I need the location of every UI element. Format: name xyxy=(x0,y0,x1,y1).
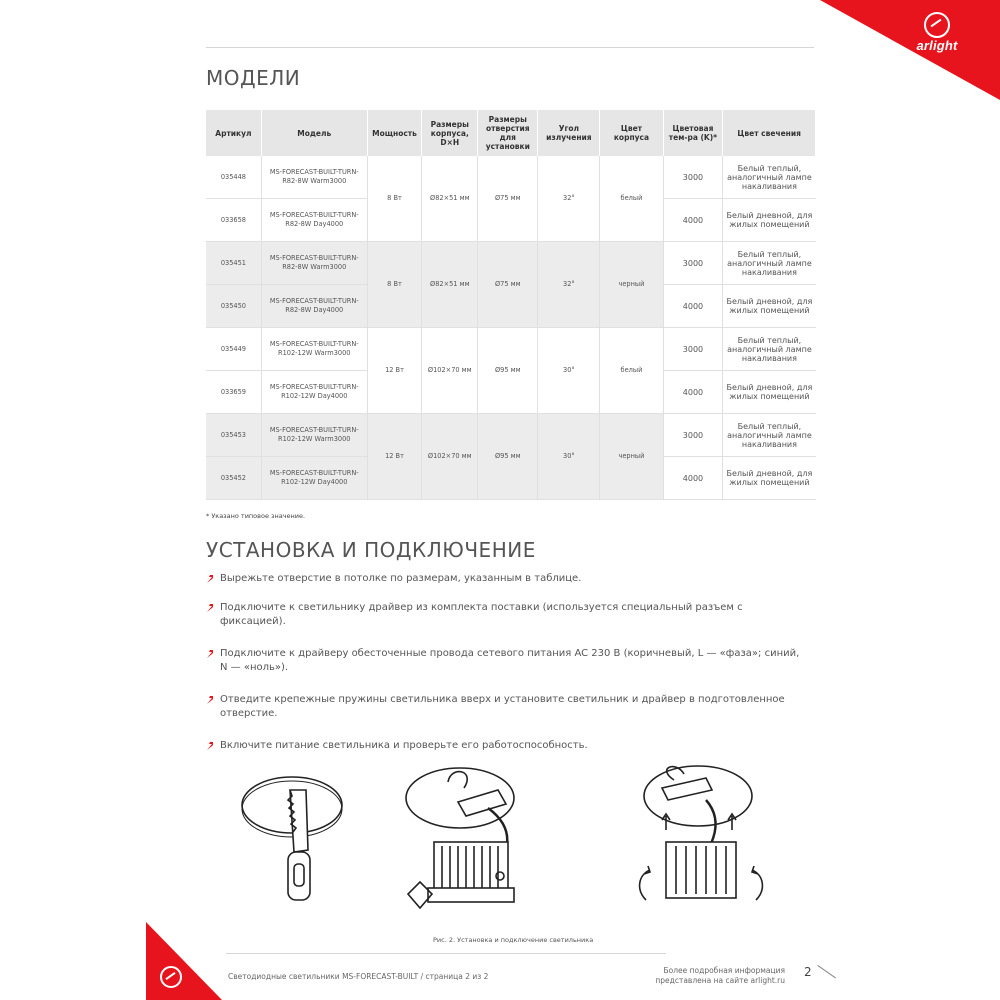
cell-model: MS-FORECAST-BUILT-TURN-R82-8W Day4000 xyxy=(261,285,367,328)
cell-glow: Белый теплый, аналогичный лампе накаливания xyxy=(723,156,816,199)
cell-glow: Белый теплый, аналогичный лампе накаливания xyxy=(723,414,816,457)
cell-sku: 035453 xyxy=(206,414,261,457)
step-text: Отведите крепежные пружины светильника вверх и установите светильник и драйвер в подготовленное отверстие. xyxy=(220,694,785,719)
cell-model: MS-FORECAST-BUILT-TURN-R102-12W Day4000 xyxy=(261,457,367,500)
installation-illustration xyxy=(236,760,796,930)
cell-model: MS-FORECAST-BUILT-TURN-R102-12W Warm3000 xyxy=(261,414,367,457)
col-header-hole: Размеры отверстия для установки xyxy=(478,110,538,156)
cell-power: 12 Вт xyxy=(367,328,422,414)
step-text: Вырежьте отверстие в потолке по размерам, указанным в таблице. xyxy=(220,573,582,584)
arrow-bullet-icon xyxy=(206,695,214,705)
cell-sku: 035451 xyxy=(206,242,261,285)
list-item xyxy=(206,647,806,675)
cell-body-color: белый xyxy=(600,328,663,414)
cell-angle: 32° xyxy=(538,156,600,242)
col-header-angle: Угол излучения xyxy=(538,110,600,156)
cell-color-temp: 4000 xyxy=(663,285,723,328)
cell-glow: Белый теплый, аналогичный лампе накаливания xyxy=(723,328,816,371)
cell-power: 8 Вт xyxy=(367,242,422,328)
mounting-illustration xyxy=(640,766,763,900)
list-item xyxy=(206,693,806,721)
page-number: 2 xyxy=(804,965,812,979)
install-section-title: УСТАНОВКА И ПОДКЛЮЧЕНИЕ xyxy=(206,538,536,562)
list-item xyxy=(206,601,806,629)
cell-angle: 30° xyxy=(538,414,600,500)
cell-color-temp: 3000 xyxy=(663,328,723,371)
logo-icon-bottom xyxy=(160,966,182,988)
logo-text: arlight xyxy=(916,38,958,53)
cell-hole: Ø75 мм xyxy=(478,242,538,328)
table-row xyxy=(206,414,816,457)
step-text: Включите питание светильника и проверьте его работоспособность. xyxy=(220,740,588,751)
cell-sku: 035450 xyxy=(206,285,261,328)
step-text: Подключите к светильнику драйвер из комплекта поставки (используется специальный разъем с фиксацией). xyxy=(220,602,743,627)
table-footnote: * Указано типовое значение. xyxy=(206,512,306,520)
logo-icon xyxy=(924,12,950,38)
arrow-bullet-icon xyxy=(206,741,214,751)
cell-color-temp: 4000 xyxy=(663,457,723,500)
cell-sku: 035452 xyxy=(206,457,261,500)
col-header-power: Мощность xyxy=(367,110,422,156)
cell-body-color: черный xyxy=(600,242,663,328)
cell-angle: 30° xyxy=(538,328,600,414)
models-section-title: МОДЕЛИ xyxy=(206,66,301,90)
cell-glow: Белый дневной, для жилых помещений xyxy=(723,371,816,414)
cell-glow: Белый дневной, для жилых помещений xyxy=(723,285,816,328)
table-row xyxy=(206,156,816,199)
col-header-glow: Цвет свечения xyxy=(723,110,816,156)
saw-cutting-illustration xyxy=(242,777,342,900)
cell-glow: Белый дневной, для жилых помещений xyxy=(723,457,816,500)
footer-divider xyxy=(226,953,666,954)
col-header-sku: Артикул xyxy=(206,110,261,156)
cell-size: Ø82×51 мм xyxy=(422,156,478,242)
col-header-body-color: Цвет корпуса xyxy=(600,110,663,156)
arrow-bullet-icon xyxy=(206,603,214,613)
step-text: Подключите к драйверу обесточенные провода сетевого питания AC 230 В (коричневый, L — «фаза»; синий, N — «ноль»). xyxy=(220,648,800,673)
footer-info-line1: Более подробная информация xyxy=(663,966,785,975)
cell-color-temp: 3000 xyxy=(663,242,723,285)
corner-red-triangle-bottom xyxy=(146,922,222,1000)
cell-sku: 033659 xyxy=(206,371,261,414)
footer-doc-title: Светодиодные светильники MS-FORECAST-BUILT / страница 2 из 2 xyxy=(228,972,489,981)
cell-glow: Белый теплый, аналогичный лампе накаливания xyxy=(723,242,816,285)
table-row xyxy=(206,242,816,285)
cell-power: 8 Вт xyxy=(367,156,422,242)
list-item xyxy=(206,572,806,586)
cell-model: MS-FORECAST-BUILT-TURN-R82-8W Warm3000 xyxy=(261,156,367,199)
cell-color-temp: 4000 xyxy=(663,199,723,242)
cell-size: Ø82×51 мм xyxy=(422,242,478,328)
top-divider xyxy=(206,47,814,48)
cell-power: 12 Вт xyxy=(367,414,422,500)
cell-model: MS-FORECAST-BUILT-TURN-R82-8W Warm3000 xyxy=(261,242,367,285)
table-row xyxy=(206,328,816,371)
cell-body-color: черный xyxy=(600,414,663,500)
brand-logo[interactable] xyxy=(902,12,972,53)
cell-hole: Ø95 мм xyxy=(478,328,538,414)
arrow-bullet-icon xyxy=(206,574,214,584)
col-header-size: Размеры корпуса, D×H xyxy=(422,110,478,156)
col-header-color-temp: Цветовая тем-ра (K)* xyxy=(663,110,723,156)
cell-size: Ø102×70 мм xyxy=(422,328,478,414)
cell-model: MS-FORECAST-BUILT-TURN-R102-12W Warm3000 xyxy=(261,328,367,371)
footer-info-line2[interactable]: представлена на сайте arlight.ru xyxy=(655,976,785,985)
cell-color-temp: 3000 xyxy=(663,414,723,457)
cell-color-temp: 4000 xyxy=(663,371,723,414)
cell-hole: Ø75 мм xyxy=(478,156,538,242)
cell-glow: Белый дневной, для жилых помещений xyxy=(723,199,816,242)
page-slash-decoration xyxy=(817,965,836,978)
cell-sku: 035448 xyxy=(206,156,261,199)
footer-site-info xyxy=(620,966,785,986)
install-steps-list xyxy=(206,572,806,768)
cell-model: MS-FORECAST-BUILT-TURN-R82-8W Day4000 xyxy=(261,199,367,242)
col-header-model: Модель xyxy=(261,110,367,156)
figure-caption: Рис. 2. Установка и подключение светильника xyxy=(433,936,594,944)
list-item xyxy=(206,739,806,753)
cell-angle: 32° xyxy=(538,242,600,328)
cell-color-temp: 3000 xyxy=(663,156,723,199)
models-table xyxy=(206,110,816,500)
cell-body-color: белый xyxy=(600,156,663,242)
cell-model: MS-FORECAST-BUILT-TURN-R102-12W Day4000 xyxy=(261,371,367,414)
table-header-row xyxy=(206,110,816,156)
cell-sku: 035449 xyxy=(206,328,261,371)
cell-size: Ø102×70 мм xyxy=(422,414,478,500)
arrow-bullet-icon xyxy=(206,649,214,659)
cell-hole: Ø95 мм xyxy=(478,414,538,500)
cell-sku: 033658 xyxy=(206,199,261,242)
driver-connection-illustration xyxy=(406,768,514,908)
